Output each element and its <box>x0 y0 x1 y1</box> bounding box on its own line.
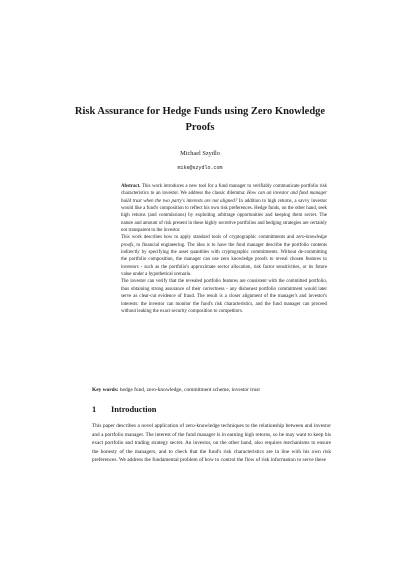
abstract-paragraph-1 <box>121 183 327 234</box>
abstract-p1-italic: How can an investor and fund manager build trust when the two party's interests are not aligned? <box>121 191 327 204</box>
author-name: Michael Szydlo <box>180 150 220 157</box>
keywords <box>92 386 354 394</box>
abstract-p2-text-b: to financial engineering. The idea is to have the fund manager describe the portfolio contents indirectly by specifying the asset quantities with cryptographic commitments. Without de-committing the portfolio composition, the manager can use zero knowledge proofs to reveal chosen features to investors - such as the portfolio's approximate sector allocation, risk factor sensitivities, or its future value under a hypothetical scenario. <box>121 242 327 278</box>
section-number: 1 <box>92 405 97 414</box>
abstract-p2-text-a: This work describes how to apply standard tools of cryptographic commitments and <box>121 235 295 241</box>
section-title: Introduction <box>111 405 157 414</box>
abstract-p2-italic: zero-knowledge proofs, <box>121 235 327 248</box>
abstract-p1-text-a: This work introduces a new tool for a fund manager to verifiably communicate portfolio risk characteristics to an investor. We address the classic dilemma: <box>121 184 327 197</box>
author-email: mike@szydlo.com <box>177 165 223 171</box>
keywords-label: Key words: <box>92 387 119 393</box>
abstract-paragraph-2 <box>121 234 327 278</box>
abstract-p1-text-b: In addition to high returns, a savvy investor would like a fund's composition to reflect his own risk preferences. Hedge funds, on the other hand, seek high returns (and commissions) by exploiting arbitrage opportunities and keeping them secret. The nature and amount of risk present in these highly secretive portfolios and hedging strategies are certainly not transparent to the investor. <box>121 198 327 234</box>
section-heading <box>92 405 156 414</box>
intro-paragraph: This paper describes a novel application of zero-knowledge techniques to the relationship between and investor and a portfolio manager. The interest of the fund manager is in earning high returns, so he may want to keep his exact portfolio and trading strategy secret. An investor, on the other hand, also requires mechanisms to ensure the honesty of the managers, and to check that the fund's risk characteristics are in line with his own risk preferences. We address the fundamental problem of how to control the flow of risk information to serve these <box>92 423 331 464</box>
abstract <box>121 183 327 315</box>
paper-title: Risk Assurance for Hedge Funds using Zero Knowledge Proofs <box>74 106 326 133</box>
keywords-text: hedge fund, zero-knowledge, commitment scheme, investor trust <box>118 387 260 393</box>
abstract-label: Abstract. <box>121 184 141 189</box>
abstract-paragraph-3: The investor can verify that the revealed portfolio features are consistent with the committed portfolio, thus obtaining strong assurance of their correctness - any dishonest portfolio commitment would later serve as clear-cut evidence of fraud. The result is a closer alignment of the manager's and investor's interests: the investor can monitor the fund's risk characteristics, and the fund manager can proceed without leaking the exact security composition to competitors. <box>121 279 327 314</box>
